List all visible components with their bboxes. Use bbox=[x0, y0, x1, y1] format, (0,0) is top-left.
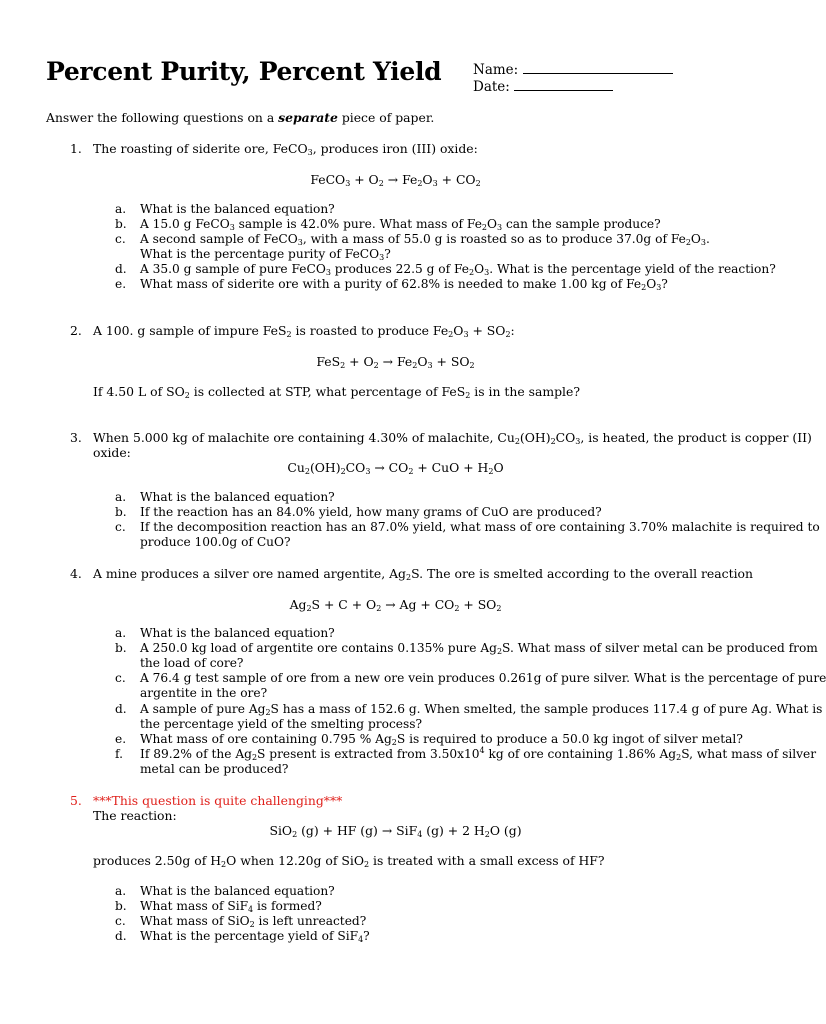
q2-followup: If 4.50 L of $SO_2$ is collected at STP, what percentage of FeS$_2$ is in the sample? bbox=[93, 384, 580, 400]
q4-item-f-cont: metal can be produced? bbox=[140, 762, 289, 776]
q4-item-e-letter: e. bbox=[115, 732, 127, 746]
q5-item-c-text: What mass of SiO$_2$ is left unreacted? bbox=[140, 914, 367, 929]
q4-item-d-letter: d. bbox=[115, 702, 127, 716]
q4-item-a-letter: a. bbox=[115, 626, 127, 640]
instructions-emphasis: separate bbox=[278, 110, 338, 125]
q3-item-c-letter: c. bbox=[115, 520, 126, 534]
q4-number: 4. bbox=[70, 566, 82, 581]
q3-item-c-text: If the decomposition reaction has an 87.0% yield, what mass of ore containing 3.70% malachite is required to bbox=[140, 520, 820, 534]
q3-prompt: When 5.000 kg of malachite ore containing 4.30% of malachite, $Cu_2(OH)_2CO_3$, is heated, the product is copper (II) bbox=[93, 430, 812, 446]
name-blank-line bbox=[523, 61, 673, 74]
q2-equation-text: $FeS_2 + O_2 \to Fe_2O_3 + SO_2$ bbox=[316, 354, 475, 370]
q3-item-a-letter: a. bbox=[115, 490, 127, 504]
q1-item-c-text: A second sample of FeCO$_3$, with a mass of 55.0 g is roasted so as to produce 37.0g of $Fe_2O_3$. bbox=[140, 232, 710, 247]
date-label: Date: bbox=[473, 79, 510, 95]
q3-item-b-letter: b. bbox=[115, 505, 127, 519]
q1-prompt: The roasting of siderite ore, FeCO$_3$, produces iron (III) oxide: bbox=[93, 141, 478, 157]
instructions-after: piece of paper. bbox=[337, 110, 435, 125]
q1-item-c-letter: c. bbox=[115, 232, 126, 246]
date-blank-line bbox=[514, 78, 613, 91]
q5-item-a-letter: a. bbox=[115, 884, 127, 898]
q1-item-a-text: What is the balanced equation? bbox=[140, 202, 335, 216]
q4-item-c-cont: argentite in the ore? bbox=[140, 686, 268, 700]
q3-number: 3. bbox=[70, 430, 82, 445]
q1-number: 1. bbox=[70, 141, 82, 156]
instructions bbox=[46, 110, 434, 125]
q2-prompt: A 100. g sample of impure FeS$_2$ is roasted to produce $Fe_2O_3 + SO_2$: bbox=[93, 323, 515, 339]
q1-item-c-cont: What is the percentage purity of FeCO$_3$? bbox=[140, 247, 391, 262]
q5-equation: SiO$_2$ (g) + HF (g) → SiF$_4$ (g) + 2 $H_2O$ (g) bbox=[269, 823, 522, 839]
q4-equation: $Ag_2S + C + O_2 \to Ag + CO_2 + SO_2$ bbox=[289, 597, 502, 613]
q5-warning: ***This question is quite challenging*** bbox=[93, 793, 343, 808]
q1-item-b bbox=[115, 217, 661, 231]
q1-item-b-letter: b. bbox=[115, 217, 127, 231]
q3-item-b bbox=[115, 505, 602, 519]
q4-item-d-text: A sample of pure $Ag_2S$ has a mass of 152.6 g. When smelted, the sample produces 117.4 g of pure Ag. What is bbox=[140, 702, 823, 717]
q3-item-c-cont: produce 100.0g of CuO? bbox=[140, 535, 291, 549]
q3-item-a-text: What is the balanced equation? bbox=[140, 490, 335, 504]
q1-item-b-text: A 15.0 g FeCO$_3$ sample is 42.0% pure. What mass of $Fe_2O_3$ can the sample produce? bbox=[140, 217, 661, 232]
q3-item-c bbox=[115, 520, 820, 534]
name-field bbox=[473, 61, 673, 78]
q3-item-a bbox=[115, 490, 335, 504]
q1-item-d bbox=[115, 262, 776, 276]
q5-item-a bbox=[115, 884, 335, 898]
q3-prompt-cont: oxide: bbox=[93, 445, 131, 460]
q4-item-d bbox=[115, 702, 822, 716]
q5-item-d bbox=[115, 929, 370, 943]
q4-item-e bbox=[115, 732, 743, 746]
q4-item-f bbox=[115, 747, 816, 761]
q2-number: 2. bbox=[70, 323, 82, 338]
q1-item-a-letter: a. bbox=[115, 202, 127, 216]
q1-item-e-letter: e. bbox=[115, 277, 127, 291]
q4-item-a bbox=[115, 626, 335, 640]
q4-item-e-text: What mass of ore containing 0.795 % $Ag_2S$ is required to produce a 50.0 kg ingot of silver metal? bbox=[140, 732, 743, 747]
q1-item-d-letter: d. bbox=[115, 262, 127, 276]
q4-item-b bbox=[115, 641, 818, 655]
q5-item-a-text: What is the balanced equation? bbox=[140, 884, 335, 898]
name-label: Name: bbox=[473, 62, 519, 78]
q4-item-f-letter: f. bbox=[115, 747, 123, 761]
q4-item-d-cont: the percentage yield of the smelting process? bbox=[140, 717, 423, 731]
q1-equation: FeCO$_3$ + $O_2 \to Fe_2O_3 + CO_2$ bbox=[310, 172, 481, 188]
q5-item-c bbox=[115, 914, 366, 928]
q1-item-a bbox=[115, 202, 335, 216]
q3-item-b-text: If the reaction has an 84.0% yield, how many grams of CuO are produced? bbox=[140, 505, 602, 519]
q5-followup: produces 2.50g of $H_2O$ when 12.20g of SiO$_2$ is treated with a small excess of HF? bbox=[93, 853, 605, 869]
q5-item-d-letter: d. bbox=[115, 929, 127, 943]
q4-item-c bbox=[115, 671, 826, 685]
q1-item-e bbox=[115, 277, 668, 291]
q4-item-c-letter: c. bbox=[115, 671, 126, 685]
q5-item-d-text: What is the percentage yield of SiF$_4$? bbox=[140, 929, 370, 944]
q4-item-b-cont: the load of core? bbox=[140, 656, 244, 670]
q1-item-e-text: What mass of siderite ore with a purity of 62.8% is needed to make 1.00 kg of $Fe_2O_3$? bbox=[140, 277, 668, 292]
q4-prompt: A mine produces a silver ore named argentite, $Ag_2S$. The ore is smelted according to the overall reaction bbox=[93, 566, 753, 582]
q1-item-d-text: A 35.0 g sample of pure FeCO$_3$ produces 22.5 g of $Fe_2O_3$. What is the percentage yield of the reaction? bbox=[140, 262, 776, 277]
q5-item-b bbox=[115, 899, 322, 913]
date-field bbox=[473, 78, 613, 95]
q5-item-b-text: What mass of SiF$_4$ is formed? bbox=[140, 899, 322, 914]
q4-item-f-text: If 89.2% of the $Ag_2S$ present is extracted from $3.50x10^4$ kg of ore containing 1.86% $Ag_2S$, what mass of silver bbox=[140, 746, 817, 762]
q4-item-b-text: A 250.0 kg load of argentite ore contains 0.135% pure $Ag_2S$. What mass of silver metal can be produced from bbox=[140, 641, 818, 656]
q4-item-a-text: What is the balanced equation? bbox=[140, 626, 335, 640]
q1-item-c bbox=[115, 232, 710, 246]
q5-intro: The reaction: bbox=[93, 808, 177, 823]
q5-item-b-letter: b. bbox=[115, 899, 127, 913]
q5-item-c-letter: c. bbox=[115, 914, 126, 928]
q5-number: 5. bbox=[70, 793, 82, 808]
instructions-before: Answer the following questions on a bbox=[46, 110, 279, 125]
q4-item-c-text: A 76.4 g test sample of ore from a new ore vein produces 0.261g of pure silver. What is the percentage of pure bbox=[140, 671, 826, 685]
page-title: Percent Purity, Percent Yield bbox=[46, 57, 442, 86]
q2-equation bbox=[0, 354, 791, 369]
q3-equation: $Cu_2(OH)_2CO_3 \to CO_2$ + CuO + $H_2O$ bbox=[287, 460, 504, 476]
q4-item-b-letter: b. bbox=[115, 641, 127, 655]
